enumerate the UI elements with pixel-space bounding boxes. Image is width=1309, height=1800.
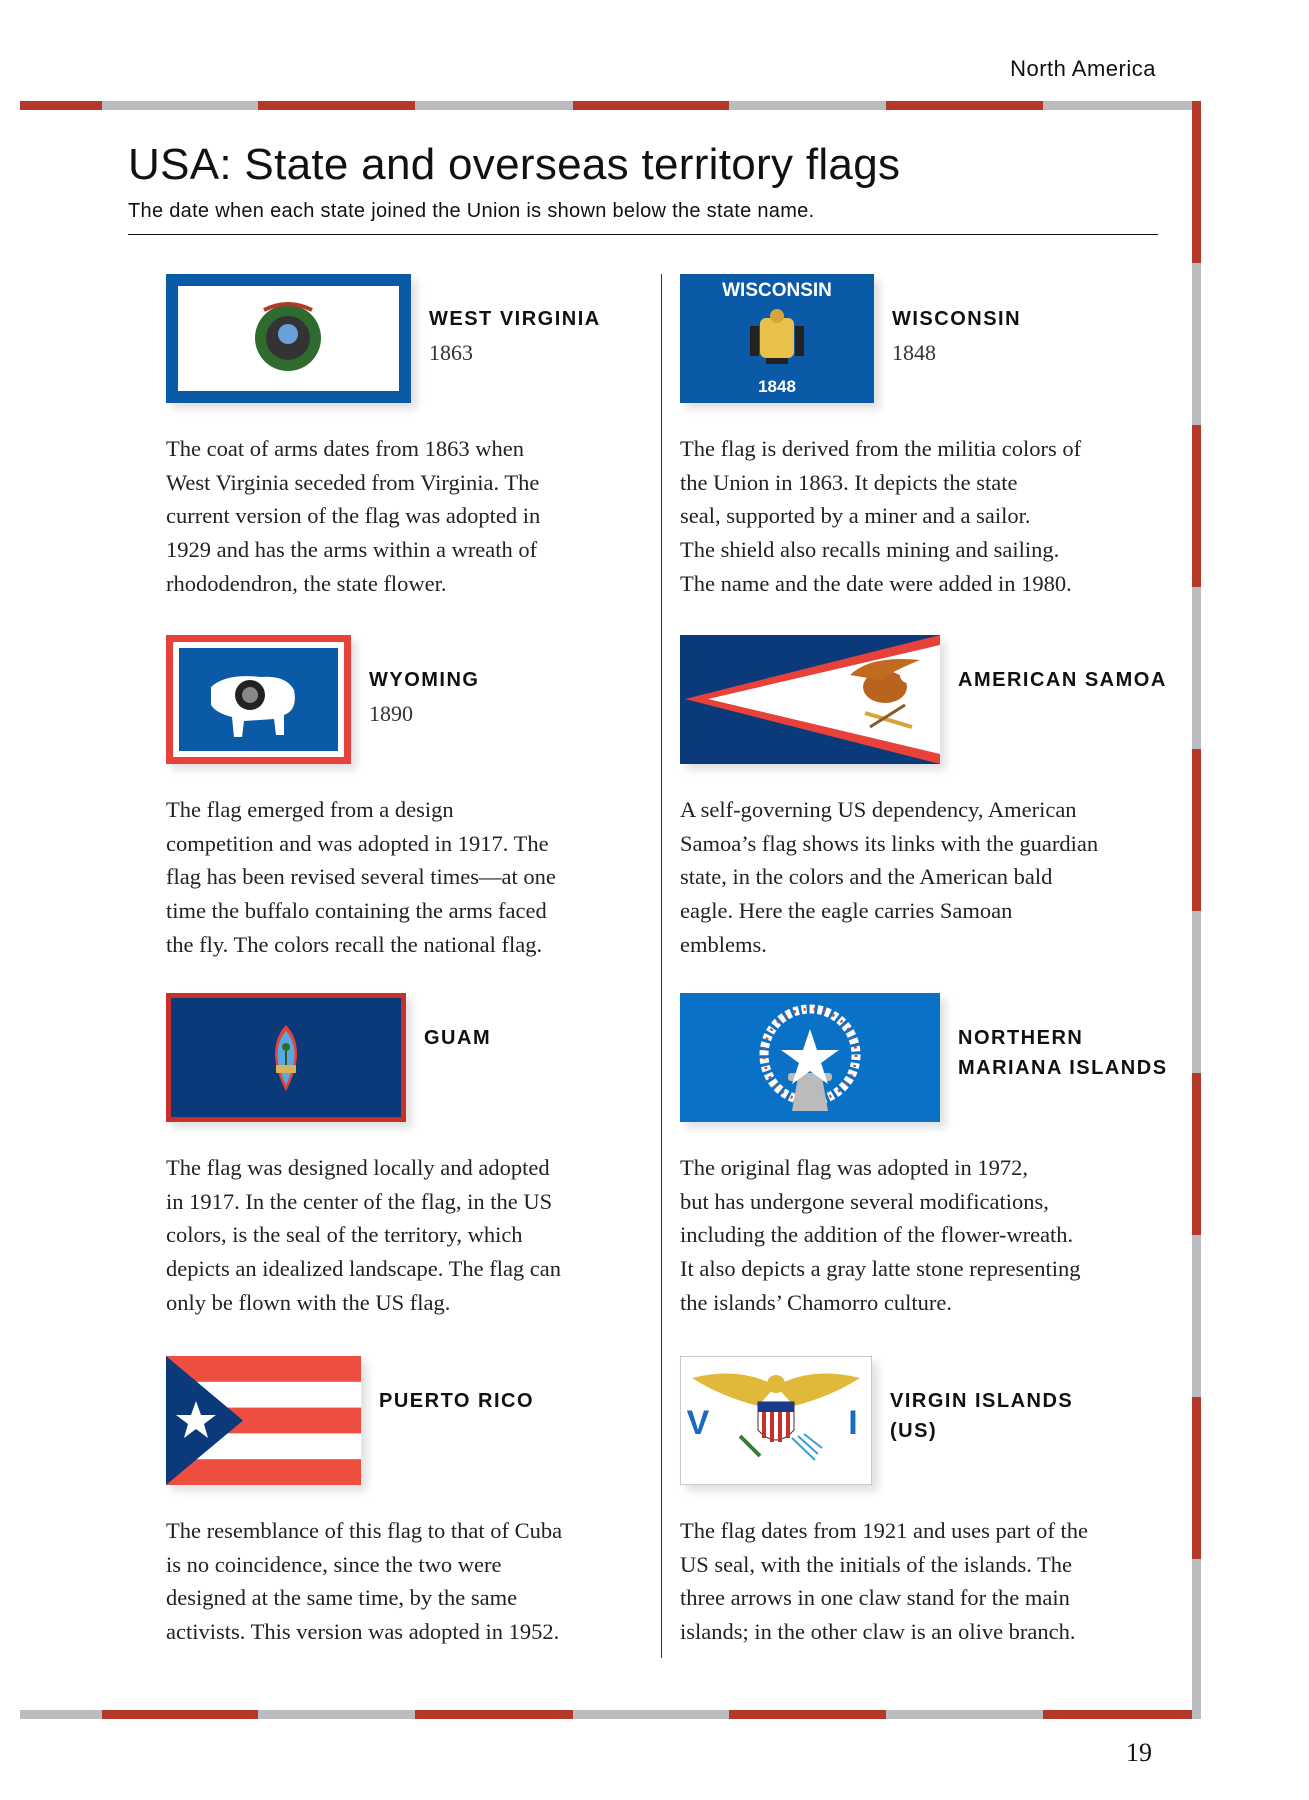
side-bar-segment — [1192, 263, 1201, 425]
page-title: USA: State and overseas territory flags — [128, 140, 901, 189]
description-line: flag has been revised several times—at one — [166, 864, 556, 890]
description-line: The shield also recalls mining and sailing. — [680, 537, 1060, 563]
description-line: It also depicts a gray latte stone representing — [680, 1256, 1081, 1282]
description-line: US seal, with the initials of the islands. The — [680, 1551, 1073, 1577]
bottom-bar-segment — [729, 1710, 886, 1719]
flag-entry-wyoming — [166, 635, 656, 965]
flag-image-wyoming — [166, 635, 351, 764]
bottom-bar-segment — [102, 1710, 258, 1719]
side-bar-segment — [1192, 1235, 1201, 1397]
flag-image-american-samoa — [680, 635, 940, 764]
description-line: 1929 and has the arms within a wreath of — [166, 537, 538, 563]
flag-entry-guam — [166, 993, 656, 1323]
flag-letter-left: V — [686, 1404, 710, 1442]
flag-letter-right: I — [848, 1404, 858, 1442]
flag-image-west-virginia — [166, 274, 411, 403]
description-line: West Virginia seceded from Virginia. The — [166, 469, 540, 495]
description-line: The flag emerged from a design — [166, 797, 454, 822]
description-line: competition and was adopted in 1917. The — [166, 830, 549, 856]
description-line: designed at the same time, by the same — [166, 1585, 518, 1611]
description-line: including the addition of the flower-wreath. — [680, 1222, 1074, 1248]
bottom-bar-segment — [20, 1710, 102, 1719]
flag-entry-american-samoa — [680, 635, 1170, 965]
side-bar-segment — [1192, 911, 1201, 1073]
top-bar-segment — [20, 101, 102, 110]
entry-name: WEST VIRGINIA — [429, 308, 601, 330]
description-line: is no coincidence, since the two were — [166, 1551, 502, 1577]
top-bar-segment — [415, 101, 573, 110]
flag-image-northern-mariana-islands — [680, 993, 940, 1122]
side-bar-segment — [1192, 1073, 1201, 1235]
top-bar-segment — [729, 101, 886, 110]
bottom-bar-segment — [415, 1710, 573, 1719]
entry-date: 1890 — [369, 701, 413, 726]
description-line: The flag is derived from the militia colors of — [680, 436, 1082, 461]
flag-entry-puerto-rico — [166, 1356, 656, 1686]
entry-description — [166, 432, 540, 600]
description-line: Samoa’s flag shows its links with the guardian — [680, 830, 1099, 856]
flag-image-wisconsin — [680, 274, 874, 403]
bottom-bar-segment — [573, 1710, 729, 1719]
description-line: the islands’ Chamorro culture. — [680, 1289, 953, 1315]
description-line: state, in the colors and the American bald — [680, 864, 1053, 890]
description-line: depicts an idealized landscape. The flag can — [166, 1256, 562, 1282]
description-line: activists. This version was adopted in 1952. — [166, 1619, 560, 1645]
flag-entry-west-virginia — [166, 274, 656, 604]
description-line: islands; in the other claw is an olive branch. — [680, 1619, 1076, 1645]
side-bar-segment — [1192, 1397, 1201, 1559]
description-line: The resemblance of this flag to that of Cuba — [166, 1518, 563, 1543]
top-bar-segment — [886, 101, 1043, 110]
flag-text-bottom: 1848 — [758, 377, 796, 396]
entry-description — [166, 1151, 561, 1319]
description-line: The flag dates from 1921 and uses part of the — [680, 1518, 1088, 1543]
description-line: only be flown with the US flag. — [166, 1289, 451, 1315]
entry-name: NORTHERN MARIANA ISLANDS — [958, 1027, 1168, 1079]
description-line: A self-governing US dependency, American — [680, 797, 1077, 822]
entry-name: WYOMING — [369, 669, 480, 691]
description-line: three arrows in one claw stand for the main — [680, 1585, 1070, 1611]
flag-text-top: WISCONSIN — [722, 280, 832, 301]
entry-name: WISCONSIN — [892, 308, 1022, 330]
description-line: emblems. — [680, 931, 767, 957]
flag-entry-northern-mariana-islands — [680, 993, 1170, 1323]
entry-date: 1863 — [429, 340, 473, 365]
description-line: colors, is the seal of the territory, which — [166, 1222, 523, 1248]
description-line: The name and the date were added in 1980. — [680, 570, 1072, 596]
entry-date: 1848 — [892, 340, 936, 365]
flag-image-virgin-islands — [680, 1356, 872, 1485]
description-line: the fly. The colors recall the national flag. — [166, 931, 543, 957]
description-line: The flag was designed locally and adopted — [166, 1155, 550, 1180]
description-line: but has undergone several modifications, — [680, 1188, 1049, 1214]
bottom-bar-segment — [1043, 1710, 1200, 1719]
flag-entry-virgin-islands — [680, 1356, 1170, 1686]
column-divider — [661, 274, 662, 1658]
title-rule — [128, 234, 1158, 235]
entry-description — [680, 793, 1098, 961]
entry-name: GUAM — [424, 1027, 492, 1049]
top-bar-segment — [258, 101, 415, 110]
side-bar-segment — [1192, 1559, 1201, 1719]
side-bar-segment — [1192, 425, 1201, 587]
description-line: rhododendron, the state flower. — [166, 570, 447, 596]
entry-name: VIRGIN ISLANDS (US) — [890, 1390, 1074, 1442]
description-line: current version of the flag was adopted in — [166, 503, 541, 529]
side-bar-segment — [1192, 749, 1201, 911]
flag-image-guam — [166, 993, 406, 1122]
flag-image-puerto-rico — [166, 1356, 361, 1485]
flag-entry-wisconsin — [680, 274, 1170, 604]
section-header: North America — [1010, 56, 1156, 81]
description-line: in 1917. In the center of the flag, in the US — [166, 1188, 553, 1214]
entry-description — [680, 1514, 1088, 1649]
top-bar-segment — [1043, 101, 1200, 110]
description-line: time the buffalo containing the arms faced — [166, 898, 547, 924]
entry-name: AMERICAN SAMOA — [958, 669, 1167, 691]
entry-description — [680, 1151, 1081, 1319]
description-line: The original flag was adopted in 1972, — [680, 1155, 1029, 1180]
entry-description — [166, 1514, 562, 1649]
bottom-bar-segment — [886, 1710, 1043, 1719]
entry-description — [680, 432, 1081, 600]
entry-description — [166, 793, 556, 961]
description-line: eagle. Here the eagle carries Samoan — [680, 898, 1013, 924]
description-line: the Union in 1863. It depicts the state — [680, 469, 1018, 495]
side-bar-segment — [1192, 587, 1201, 749]
page-number: 19 — [1126, 1738, 1152, 1767]
top-bar-segment — [102, 101, 258, 110]
entry-name: PUERTO RICO — [379, 1390, 535, 1412]
side-bar-segment — [1192, 101, 1201, 263]
top-bar-segment — [573, 101, 729, 110]
bottom-bar-segment — [258, 1710, 415, 1719]
page-subtitle: The date when each state joined the Union is shown below the state name. — [128, 200, 815, 222]
description-line: seal, supported by a miner and a sailor. — [680, 503, 1031, 529]
description-line: The coat of arms dates from 1863 when — [166, 436, 525, 461]
